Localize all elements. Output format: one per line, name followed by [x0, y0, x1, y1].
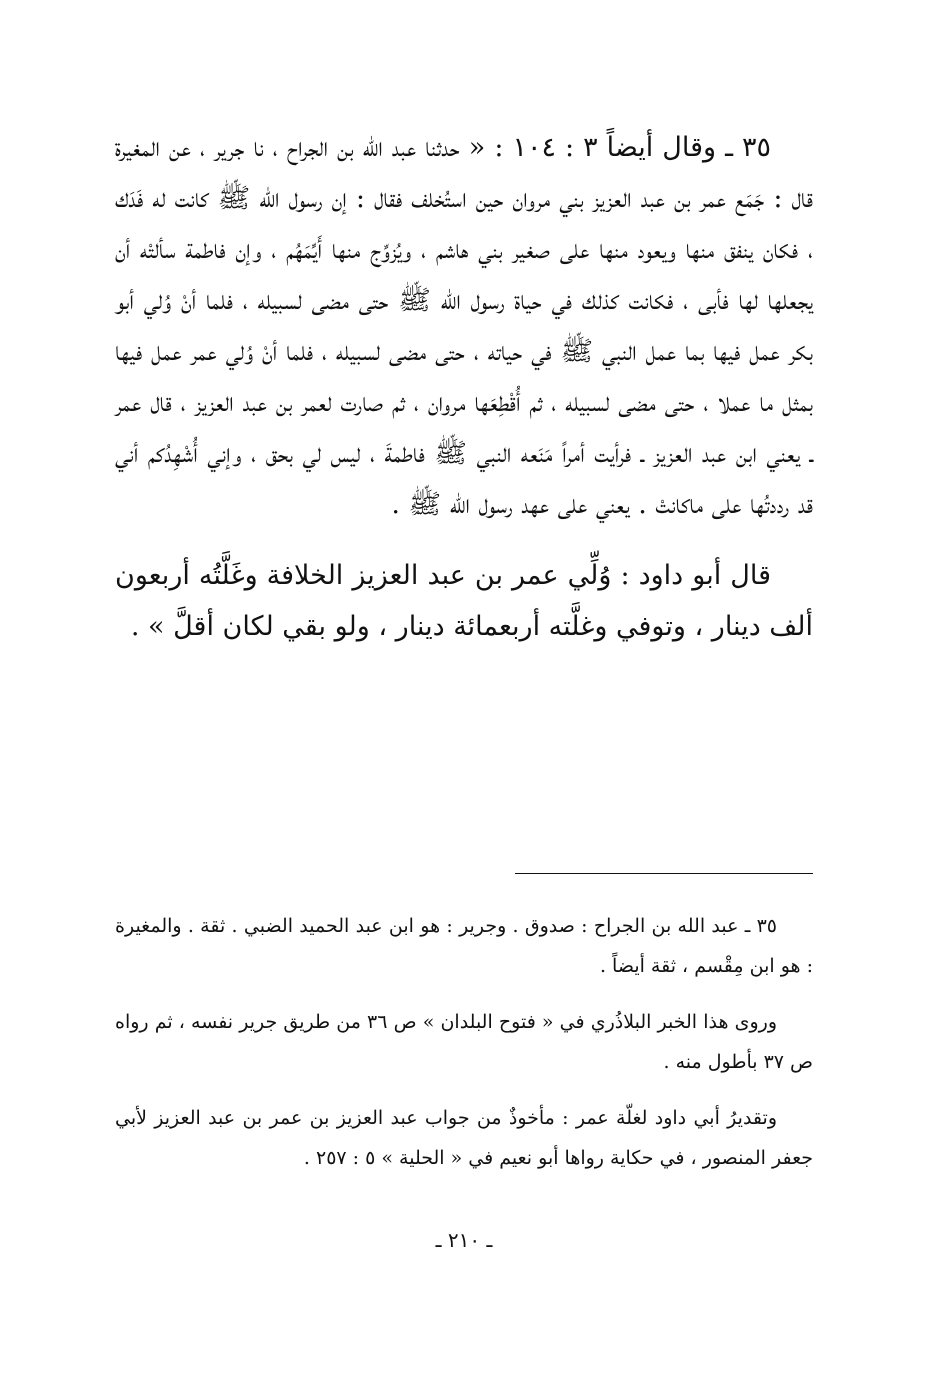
main-paragraph-1: ٣٥ ـ وقال أيضاً ٣ : ١٠٤ : « حدثنا عبد الله بن الجراح ، نا جرير ، عن المغيرة قال : جَمَع عمر بن عبد العزيز بني مروان حين استُخلف فقال : إن رسول الله ﷺ كانت له فَدَك ، فكان ينفق منها ويعود منها على صغير بني هاشم ، ويُزوِّج منها أَيِّمَهُم ، وإن فاطمة سألتْه أن يجعلها لها فأبى ، فكانت كذلك في حياة رسول الله ﷺ حتى مضى لسبيله ، فلما أنْ وُلي أبو بكر عمل فيها بما عمل النبي ﷺ في حياته ، حتى مضى لسبيله ، فلما أنْ وُلي عمر عمل فيها بمثل ما عملا ، حتى مضى لسبيله ، ثم أُقْطِعَها مروان ، ثم صارت لعمر بن عبد العزيز ، قال عمر ـ يعني ابن عبد العزيز ـ فرأيت أمراً مَنَعه النبي ﷺ فاطمةَ ، ليس لي بحق ، وإني أُشْهِدُكم أني قد رددتُها على ماكانتْ . يعني على عهد رسول الله ﷺ . [115, 132, 813, 520]
main-paragraph-2: قال أبو داود : وُلِّي عمر بن عبد العزيز الخلافة وغَلَّتُه أربعون ألف دينار ، وتوفي وغلَّته أربعمائة دينار ، ولو بقي لكان أقلَّ » . [115, 560, 813, 642]
footnote-1: ٣٥ ـ عبد الله بن الجراح : صدوق . وجرير : هو ابن عبد الحميد الضبي . ثقة . والمغيرة : هو ابن مِقْسم ، ثقة أيضاً . [115, 915, 813, 977]
footnote-separator [515, 873, 813, 874]
footnote-3: وتقديرُ أبي داود لغلّة عمر : مأخوذٌ من جواب عبد العزيز بن عمر بن عبد العزيز لأبي جعفر المنصور ، في حكاية رواها أبو نعيم في « الحلية » ٥ : ٢٥٧ . [115, 1107, 813, 1169]
footnotes-block [115, 906, 813, 1194]
main-text-block [115, 122, 813, 652]
page-number: ـ ٢١٠ ـ [435, 1228, 493, 1252]
footnote-2: وروى هذا الخبر البلاذُري في « فتوح البلدان » ص ٣٦ من طريق جرير نفسه ، ثم رواه ص ٣٧ بأطول منه . [115, 1011, 813, 1073]
